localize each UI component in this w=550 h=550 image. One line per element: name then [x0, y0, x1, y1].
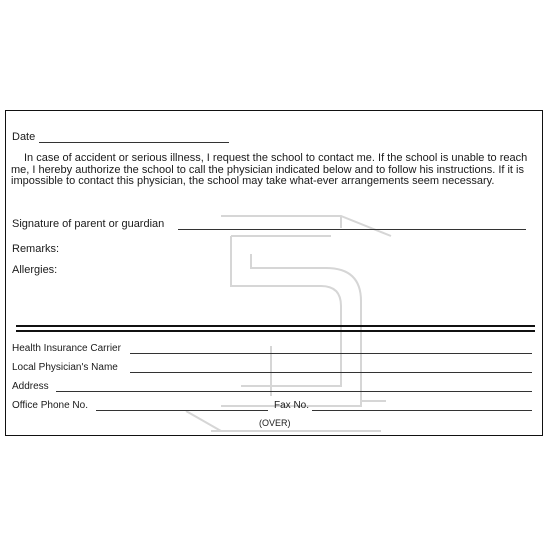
physician-name-field[interactable] — [130, 372, 532, 373]
address-field[interactable] — [56, 391, 532, 392]
remarks-label: Remarks: — [12, 243, 60, 255]
divider-rule-top — [16, 325, 535, 327]
insurance-carrier-field[interactable] — [130, 353, 532, 354]
authorization-paragraph — [11, 153, 533, 188]
physician-name-label: Local Physician's Name — [12, 362, 118, 373]
divider-rule-bottom — [16, 330, 535, 332]
date-label: Date — [12, 131, 36, 143]
school-emergency-form-card — [5, 110, 543, 436]
fax-field[interactable] — [312, 410, 532, 411]
allergies-label: Allergies: — [12, 264, 58, 276]
signature-field[interactable] — [178, 229, 526, 230]
address-label: Address — [12, 381, 49, 392]
over-label: (OVER) — [259, 418, 291, 428]
office-phone-label: Office Phone No. — [12, 400, 88, 411]
office-phone-field[interactable] — [96, 410, 268, 411]
date-field[interactable] — [39, 142, 229, 143]
signature-label: Signature of parent or guardian — [12, 218, 165, 230]
fax-label: Fax No. — [274, 400, 310, 411]
insurance-carrier-label: Health Insurance Carrier — [12, 343, 121, 354]
authorization-text: In case of accident or serious illness, I request the school to contact me. If the school is unable to reach me, I hereby authorize the school to call the physician indicated below and to follow his instructions. If it is impossible to contact this physician, the school may take what-ever arrangements seem necessary. — [11, 152, 528, 187]
